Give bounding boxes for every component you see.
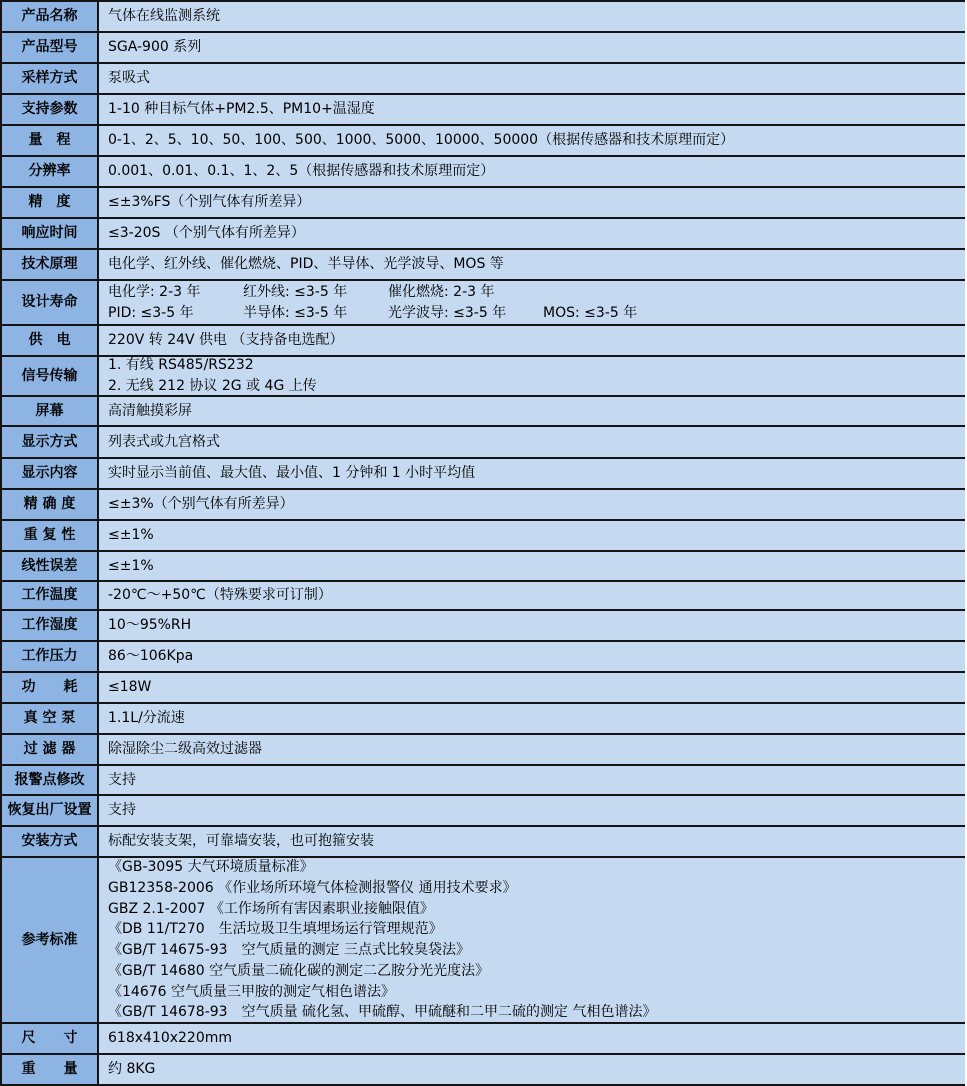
- spec-value-text: 实时显示当前值、最大值、最小值、1 分钟和 1 小时平均值: [108, 465, 476, 482]
- spec-row: [2, 33, 965, 64]
- spec-value-text: 《GB/T 14675-93 空气质量的测定 三点式比较臭袋法》: [108, 942, 471, 958]
- spec-row: [2, 1055, 965, 1086]
- spec-value-text: 支持: [108, 802, 136, 819]
- spec-value: [99, 33, 965, 62]
- spec-value-line: [108, 739, 961, 760]
- spec-value: [99, 704, 965, 733]
- spec-value: [99, 188, 965, 217]
- spec-row: [2, 796, 965, 827]
- spec-label: 显示内容: [2, 459, 99, 488]
- spec-label: 恢复出厂设置: [2, 796, 99, 825]
- spec-value-line: [108, 878, 961, 899]
- spec-value-line: [108, 357, 961, 376]
- spec-row: [2, 490, 965, 521]
- spec-value-text: ≤±1%: [108, 527, 154, 544]
- spec-label: 安装方式: [2, 827, 99, 856]
- spec-value-text: 电化学、红外线、催化燃烧、PID、半导体、光学波导、MOS 等: [108, 256, 504, 273]
- spec-value-text: 支持: [108, 771, 136, 788]
- spec-row: [2, 704, 965, 735]
- spec-value: [99, 796, 965, 825]
- spec-value: [99, 1055, 965, 1084]
- spec-label: 屏幕: [2, 397, 99, 425]
- spec-row: [2, 250, 965, 281]
- spec-label: 量 程: [2, 126, 99, 155]
- spec-value-line: [108, 330, 961, 351]
- spec-row: [2, 552, 965, 582]
- spec-value: [99, 397, 965, 425]
- spec-row: [2, 219, 965, 250]
- spec-value-text: 2. 无线 212 协议 2G 或 4G 上传: [108, 378, 317, 394]
- spec-value-line: [108, 556, 961, 577]
- spec-value-line: [108, 303, 961, 324]
- spec-value-line: [108, 401, 961, 422]
- spec-value: [99, 326, 965, 355]
- spec-row: [2, 858, 965, 1024]
- spec-row: [2, 642, 965, 673]
- spec-value-text: MOS: ≤3-5 年: [543, 304, 638, 321]
- spec-value-text: 红外线: ≤3-5 年: [243, 283, 348, 300]
- spec-value-text: 0-1、2、5、10、50、100、500、1000、5000、10000、50000（根据传感器和技术原理而定）: [108, 132, 735, 149]
- spec-value: [99, 858, 965, 1022]
- spec-value: [99, 490, 965, 519]
- spec-value-line: [108, 254, 961, 275]
- spec-label: 参考标准: [2, 858, 99, 1022]
- spec-value: [99, 357, 965, 395]
- spec-value: [99, 2, 965, 31]
- spec-value-text: ≤18W: [108, 679, 152, 696]
- spec-value-line: [108, 1028, 961, 1049]
- spec-label: 支持参数: [2, 95, 99, 124]
- spec-row: [2, 188, 965, 219]
- spec-value-text: -20℃～+50℃（特殊要求可订制）: [108, 587, 332, 604]
- spec-value-line: [108, 432, 961, 453]
- spec-value-line: [108, 858, 961, 878]
- spec-value-text: 10～95%RH: [108, 617, 192, 634]
- spec-value-text: 泵吸式: [108, 70, 150, 87]
- spec-label: 设计寿命: [2, 281, 99, 324]
- spec-label: 功 耗: [2, 673, 99, 702]
- spec-value-text: 220V 转 24V 供电 （支持备电选配）: [108, 332, 344, 349]
- spec-label: 尺 寸: [2, 1024, 99, 1053]
- spec-row: [2, 521, 965, 552]
- spec-label: 产品型号: [2, 33, 99, 62]
- spec-value-line: [108, 940, 961, 961]
- spec-row: [2, 326, 965, 357]
- spec-value-text: 《GB/T 14680 空气质量二硫化碳的测定二乙胺分光光度法》: [108, 962, 490, 979]
- spec-value-line: [108, 708, 961, 729]
- spec-label: 信号传输: [2, 357, 99, 395]
- spec-value-line: [108, 615, 961, 636]
- spec-value-text: 电化学: 2-3 年: [108, 283, 201, 300]
- spec-value-text: 1. 有线 RS485/RS232: [108, 357, 254, 374]
- spec-row: [2, 582, 965, 611]
- spec-value-text: 0.001、0.01、0.1、1、2、5（根据传感器和技术原理而定）: [108, 163, 495, 180]
- spec-label: 重 复 性: [2, 521, 99, 550]
- spec-value: [99, 64, 965, 93]
- spec-row: [2, 397, 965, 427]
- spec-row: [2, 2, 965, 33]
- spec-value-text: 618x410x220mm: [108, 1030, 233, 1047]
- spec-value-line: [108, 192, 961, 213]
- spec-value: [99, 827, 965, 856]
- spec-value-text: 约 8KG: [108, 1061, 156, 1078]
- spec-value-text: 催化燃烧: 2-3 年: [388, 283, 495, 300]
- spec-row: [2, 157, 965, 188]
- spec-label: 显示方式: [2, 427, 99, 457]
- spec-row: [2, 126, 965, 157]
- spec-value: [99, 582, 965, 609]
- spec-label: 过 滤 器: [2, 735, 99, 764]
- spec-value: [99, 250, 965, 279]
- spec-value-line: [108, 161, 961, 182]
- spec-value-text: ≤±3%（个别气体有所差异）: [108, 496, 294, 513]
- spec-value-line: [108, 961, 961, 982]
- spec-value: [99, 157, 965, 186]
- spec-row: [2, 459, 965, 490]
- spec-label: 线性误差: [2, 552, 99, 580]
- spec-value-line: [108, 99, 961, 120]
- spec-value-text: 《DB 11/T270 生活垃圾卫生填埋场运行管理规范》: [108, 921, 443, 938]
- spec-label: 工作湿度: [2, 611, 99, 640]
- spec-label: 重 量: [2, 1055, 99, 1084]
- spec-value-text: SGA-900 系列: [108, 39, 202, 56]
- spec-row: [2, 735, 965, 766]
- spec-value-line: [108, 831, 961, 852]
- spec-value-line: [108, 130, 961, 151]
- spec-row: [2, 827, 965, 858]
- spec-value-line: [108, 770, 961, 791]
- spec-row: [2, 95, 965, 126]
- spec-value-line: [108, 463, 961, 484]
- spec-value-text: ≤±1%: [108, 557, 154, 574]
- spec-value-text: PID: ≤3-5 年: [108, 304, 194, 321]
- spec-value-line: [108, 1002, 961, 1022]
- spec-label: 精 确 度: [2, 490, 99, 519]
- spec-value-text: 列表式或九宫格式: [108, 433, 220, 450]
- spec-value-text: 1.1L/分流速: [108, 710, 185, 727]
- spec-row: [2, 64, 965, 95]
- spec-value-text: 除湿除尘二级高效过滤器: [108, 741, 262, 758]
- spec-row: [2, 766, 965, 796]
- spec-row: [2, 357, 965, 397]
- spec-value: [99, 459, 965, 488]
- spec-value-text: 《GB/T 14678-93 空气质量 硫化氢、甲硫醇、甲硫醚和二甲二硫的测定 气相色谱法》: [108, 1004, 657, 1021]
- spec-value-line: [108, 919, 961, 940]
- spec-label: 采样方式: [2, 64, 99, 93]
- spec-value-text: 高清触摸彩屏: [108, 402, 192, 419]
- spec-value-line: [108, 68, 961, 89]
- spec-value: [99, 673, 965, 702]
- spec-label: 真 空 泵: [2, 704, 99, 733]
- spec-value-text: 光学波导: ≤3-5 年: [388, 304, 507, 321]
- spec-value-text: 半导体: ≤3-5 年: [243, 304, 348, 321]
- spec-value-text: ≤3-20S （个别气体有所差异）: [108, 225, 305, 242]
- spec-value-line: [108, 982, 961, 1003]
- spec-value-line: [108, 585, 961, 606]
- spec-row: [2, 673, 965, 704]
- spec-value: [99, 735, 965, 764]
- spec-value: [99, 552, 965, 580]
- spec-value: [99, 1024, 965, 1053]
- spec-label: 工作温度: [2, 582, 99, 609]
- spec-value: [99, 126, 965, 155]
- spec-value-text: 气体在线监测系统: [108, 8, 220, 25]
- spec-value-text: 86～106Kpa: [108, 648, 194, 665]
- spec-value-line: [108, 1059, 961, 1080]
- spec-value-text: 1-10 种目标气体+PM2.5、PM10+温湿度: [108, 101, 375, 118]
- spec-value: [99, 766, 965, 794]
- spec-value-line: [108, 6, 961, 27]
- spec-label: 技术原理: [2, 250, 99, 279]
- spec-label: 响应时间: [2, 219, 99, 248]
- spec-value-text: 《GB-3095 大气环境质量标准》: [108, 859, 314, 875]
- spec-value-line: [108, 525, 961, 546]
- spec-value-text: ≤±3%FS（个别气体有所差异）: [108, 194, 311, 211]
- spec-value-text: 《14676 空气质量三甲胺的测定气相色谱法》: [108, 983, 395, 1000]
- spec-value-line: [108, 494, 961, 515]
- spec-label: 分辨率: [2, 157, 99, 186]
- spec-value-text: 标配安装支架，可靠墙安装，也可抱箍安装: [108, 833, 374, 850]
- spec-value: [99, 427, 965, 457]
- spec-row: [2, 427, 965, 459]
- spec-row: [2, 281, 965, 326]
- spec-value-line: [108, 376, 961, 395]
- spec-value: [99, 95, 965, 124]
- spec-value: [99, 642, 965, 671]
- spec-value: [99, 219, 965, 248]
- spec-label: 报警点修改: [2, 766, 99, 794]
- spec-value-text: GBZ 2.1-2007 《工作场所有害因素职业接触限值》: [108, 900, 434, 917]
- spec-value-line: [108, 223, 961, 244]
- spec-value-line: [108, 646, 961, 667]
- spec-label: 供 电: [2, 326, 99, 355]
- spec-value-line: [108, 282, 961, 303]
- spec-value-line: [108, 37, 961, 58]
- spec-label: 工作压力: [2, 642, 99, 671]
- spec-row: [2, 611, 965, 642]
- spec-value: [99, 521, 965, 550]
- spec-label: 产品名称: [2, 2, 99, 31]
- spec-value: [99, 611, 965, 640]
- spec-value-line: [108, 899, 961, 920]
- spec-value-text: GB12358-2006 《作业场所环境气体检测报警仪 通用技术要求》: [108, 879, 517, 896]
- spec-row: [2, 1024, 965, 1055]
- spec-value-line: [108, 800, 961, 821]
- spec-value-line: [108, 677, 961, 698]
- spec-label: 精 度: [2, 188, 99, 217]
- spec-value: [99, 281, 965, 324]
